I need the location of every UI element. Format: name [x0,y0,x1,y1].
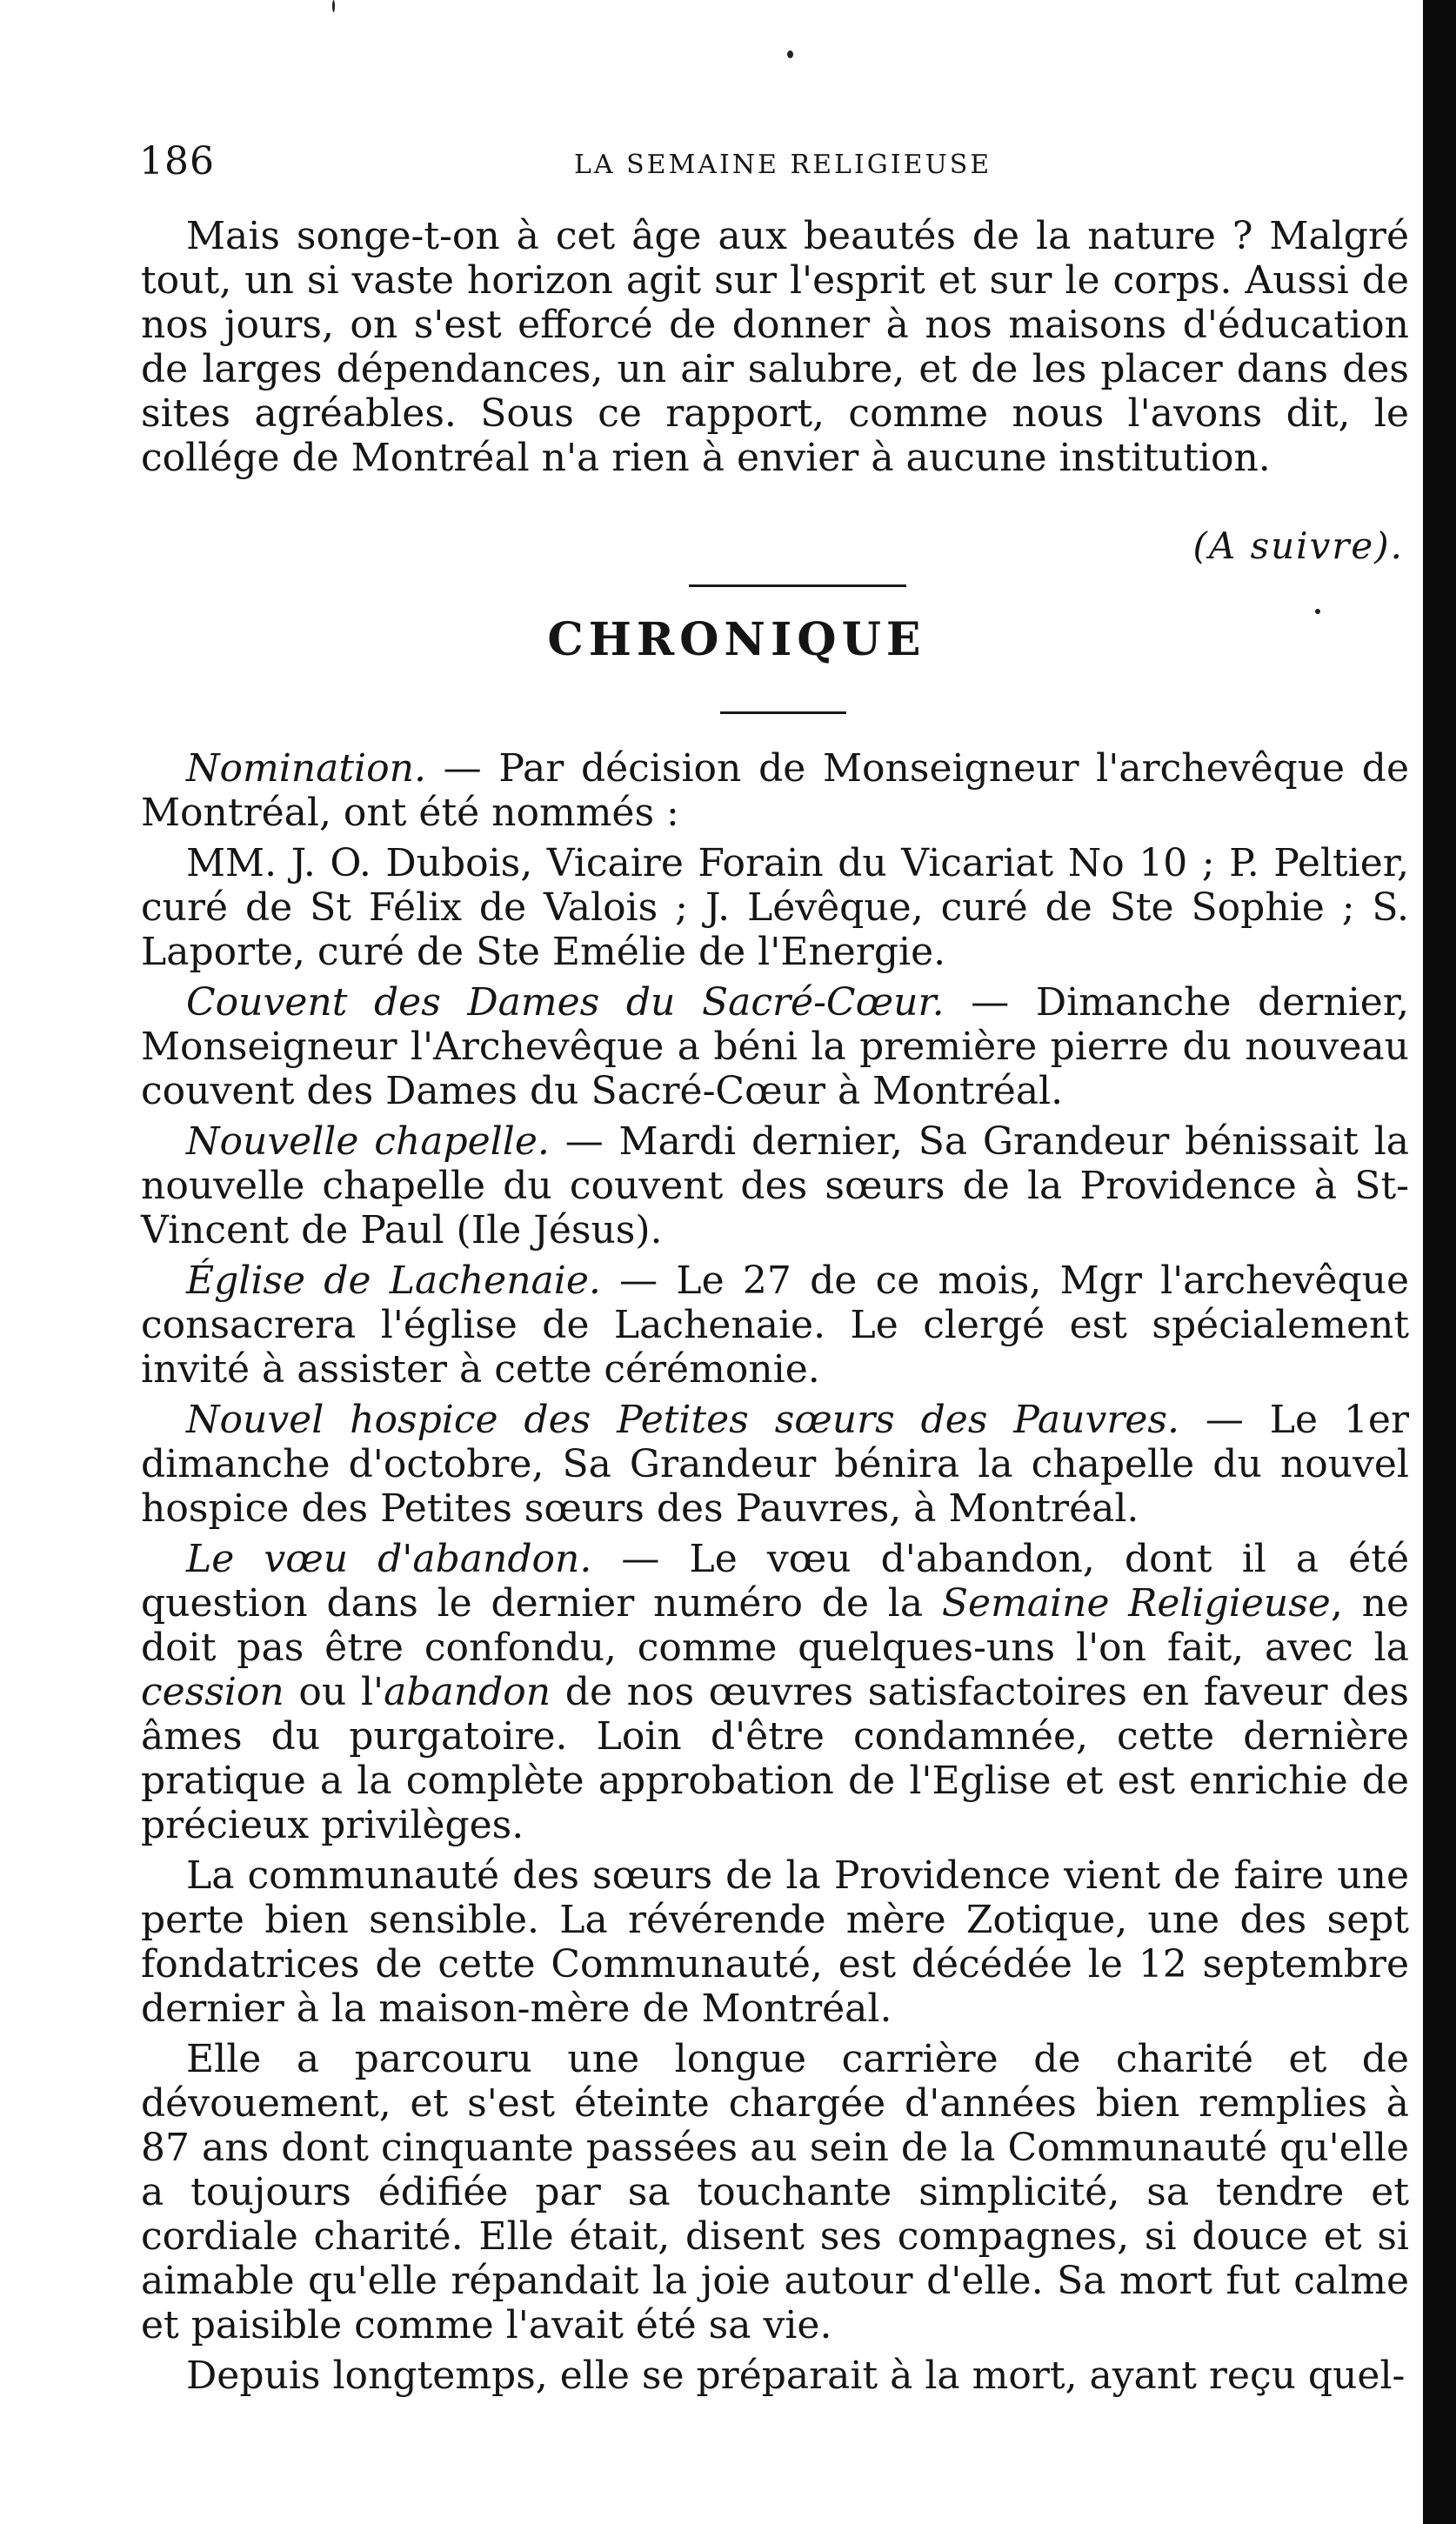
chapelle-heading: Nouvelle chapelle. [186,1119,550,1164]
page-number: 186 [139,139,215,184]
voeu-text-4: de nos œuvres satisfactoires en faveur des âmes du purgatoire. Loin d'être condamnée, cette dernière pratique a la complète approbation de l'Eglise et est enrichie de précieux privilèges. [141,1670,1410,1847]
running-title: LA SEMAINE RELIGIEUSE [574,150,992,180]
hospice-paragraph [141,1398,1409,1531]
intro-paragraph: Mais songe-t-on à cet âge aux beautés de la nature ? Malgré tout, un si vaste horizon agit sur l'esprit et sur le corps. Aussi de nos jours, on s'est efforcé de donner à nos maisons d'éducation de larges dépendances, un air salubre, et de les placer dans des sites agréables. Sous ce rapport, comme nous l'avons dit, le collége de Montréal n'a rien à envier à aucune institution. [141,214,1409,480]
divider-rule [720,711,846,714]
ink-speck [787,50,793,58]
voeu-heading: Le vœu d'abandon. [186,1537,592,1581]
couvent-paragraph [141,980,1409,1113]
voeu-text-1: — Le vœu d'abandon, dont il a été question dans le dernier numéro de la [141,1537,1409,1626]
to-be-continued-note: (A suivre). [1192,524,1404,567]
ink-speck [332,0,335,12]
nominees-paragraph: MM. J. O. Dubois, Vicaire Forain du Vicariat No 10 ; P. Peltier, curé de St Félix de Valois ; J. Lévêque, curé de Ste Sophie ; S. Laporte, curé de Ste Emélie de l'Energie. [141,841,1409,974]
voeu-text-2: , ne doit pas être confondu, comme quelques-uns l'on fait, avec la [141,1581,1410,1670]
couvent-heading: Couvent des Dames du Sacré-Cœur. [186,980,945,1025]
nomination-text: — Par décision de Monseigneur l'archevêque de Montréal, ont été nommés : [141,746,1409,835]
hospice-heading: Nouvel hospice des Petites sœurs des Pauvres. [186,1398,1179,1442]
lachenaie-text: — Le 27 de ce mois, Mgr l'archevêque consacrera l'église de Lachenaie. Le clergé est spécialement invité à assister à cette cérémonie. [141,1259,1409,1392]
nomination-paragraph [141,746,1409,835]
running-header [139,139,1422,191]
section-title: CHRONIQUE [547,613,926,666]
communaute-paragraph: La communauté des sœurs de la Providence vient de faire une perte bien sensible. La révérende mère Zotique, une des sept fondatrices de cette Communauté, est décédée le 12 septembre dernier à la maison-mère de Montréal. [141,1853,1409,2031]
lachenaie-heading: Église de Lachenaie. [186,1259,601,1303]
intro-section [141,214,1409,486]
semaine-religieuse-title: Semaine Religieuse [941,1581,1331,1626]
lachenaie-paragraph [141,1259,1409,1392]
nomination-heading: Nomination. [186,746,426,791]
page-binding-edge [1423,0,1456,2524]
voeu-text-3: ou l' [284,1670,384,1714]
couvent-text: — Dimanche dernier, Monseigneur l'Archevêque a béni la première pierre du nouveau couvent des Dames du Sacré-Cœur à Montréal. [141,980,1409,1113]
voeu-paragraph [141,1537,1409,1847]
carriere-paragraph: Elle a parcouru une longue carrière de charité et de dévouement, et s'est éteinte chargée d'années bien remplies à 87 ans dont cinquante passées au sein de la Communauté qu'elle a toujours édifiée par sa touchante simplicité, sa tendre et cordiale charité. Elle était, disent ses compagnes, si douce et si aimable qu'elle répandait la joie autour d'elle. Sa mort fut calme et paisible comme l'avait été sa vie. [141,2037,1409,2347]
chronique-section [141,746,1409,2404]
hospice-text: — Le 1er dimanche d'octobre, Sa Grandeur bénira la chapelle du nouvel hospice des Petites sœurs des Pauvres, à Montréal. [141,1398,1409,1531]
divider-rule [689,584,906,587]
chapelle-paragraph [141,1119,1409,1252]
depuis-paragraph: Depuis longtemps, elle se préparait à la mort, ayant reçu quel- [186,2354,1406,2398]
chapelle-text: — Mardi dernier, Sa Grandeur bénissait la nouvelle chapelle du couvent des sœurs de la Providence à St-Vincent de Paul (Ile Jésus). [141,1119,1410,1252]
abandon-term: abandon [384,1670,551,1714]
cession-term: cession [141,1670,284,1714]
